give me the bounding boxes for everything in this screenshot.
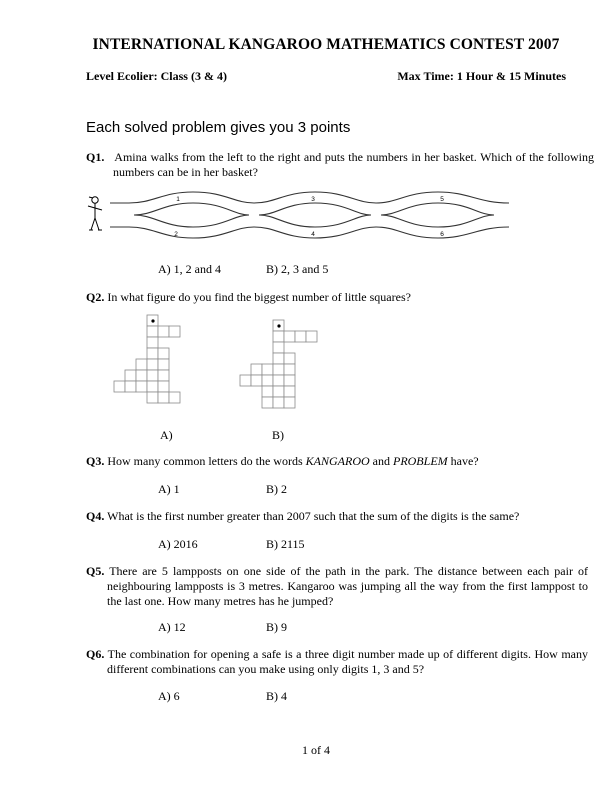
question-3 — [86, 454, 567, 469]
question-5 — [86, 564, 588, 609]
question-number: Q3. — [86, 454, 105, 468]
question-text: There are 5 lampposts on one side of the path in the park. The distance between each pair of neighbouring lampposts is 3 metres. Kangaroo was jumping all the way from the first lamppost to the last one. How many metres has he jumped? — [107, 564, 588, 608]
figure-a-squares — [114, 315, 184, 415]
path-label-3: 3 — [311, 196, 315, 203]
question-text-middle: and — [369, 454, 393, 468]
level-label: Level Ecolier: Class (3 & 4) — [86, 69, 227, 83]
time-label: Max Time: 1 Hour & 15 Minutes — [397, 69, 566, 83]
path-label-1: 1 — [176, 196, 180, 203]
page-number: 1 of 4 — [302, 743, 330, 757]
q1-option-a: A) 1, 2 and 4 — [158, 262, 221, 276]
question-text-start: How many common letters do the words — [107, 454, 306, 468]
q2-option-a: A) — [160, 428, 173, 442]
question-number: Q4. — [86, 509, 105, 523]
word-problem: PROBLEM — [392, 454, 448, 468]
q6-option-a: A) 6 — [158, 689, 180, 703]
section-heading: Each solved problem gives you 3 points — [86, 119, 351, 136]
path-outline — [110, 192, 509, 238]
question-number: Q5. — [86, 564, 105, 578]
path-figure — [84, 190, 514, 250]
question-6 — [86, 647, 588, 677]
path-label-4: 4 — [311, 231, 315, 238]
q5-option-b: B) 9 — [266, 620, 287, 634]
question-text-end: have? — [447, 454, 479, 468]
q4-option-b: B) 2115 — [266, 537, 305, 551]
question-number: Q1. — [86, 150, 105, 164]
question-1 — [86, 150, 594, 180]
q2-option-b: B) — [272, 428, 284, 442]
q1-option-b: B) 2, 3 and 5 — [266, 262, 329, 276]
question-text: The combination for opening a safe is a three digit number made up of different digits. How many different combinations can you make using only digits 1, 3 and 5? — [107, 647, 588, 676]
contest-title: INTERNATIONAL KANGAROO MATHEMATICS CONTEST 2007 — [92, 36, 560, 53]
path-label-6: 6 — [440, 231, 444, 238]
girl-icon — [88, 197, 102, 230]
q4-option-a: A) 2016 — [158, 537, 198, 551]
word-kangaroo: KANGAROO — [305, 454, 370, 468]
question-number: Q6. — [86, 647, 105, 661]
path-label-2: 2 — [174, 231, 178, 238]
question-number: Q2. — [86, 290, 105, 304]
path-label-5: 5 — [440, 196, 444, 203]
question-2 — [86, 290, 567, 305]
q6-option-b: B) 4 — [266, 689, 287, 703]
q3-option-b: B) 2 — [266, 482, 287, 496]
q3-option-a: A) 1 — [158, 482, 180, 496]
question-text: Amina walks from the left to the right and puts the numbers in her basket. Which of the following numbers can be in her basket? — [113, 150, 594, 179]
question-text: In what figure do you find the biggest number of little squares? — [107, 290, 411, 304]
question-4 — [86, 509, 567, 524]
figure-b-squares — [240, 320, 330, 420]
question-text: What is the first number greater than 2007 such that the sum of the digits is the same? — [107, 509, 520, 523]
q5-option-a: A) 12 — [158, 620, 186, 634]
